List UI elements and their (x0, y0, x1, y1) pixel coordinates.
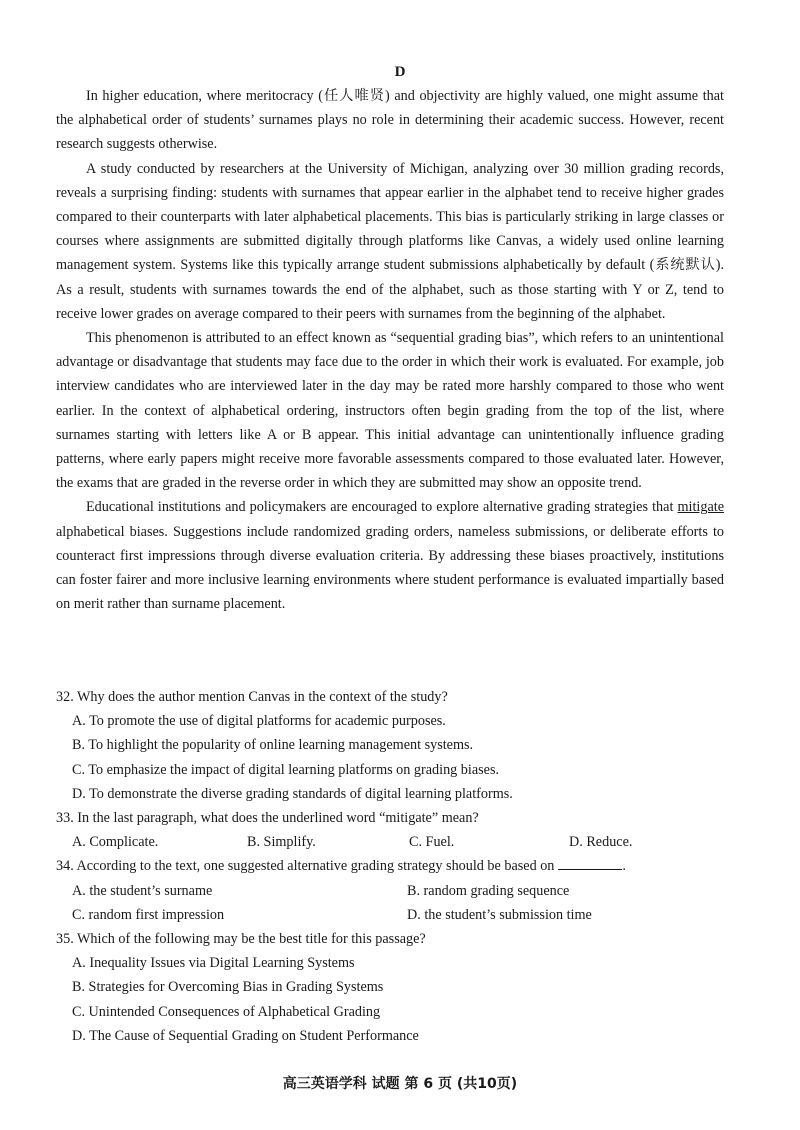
paragraph-1: In higher education, where meritocracy (任人唯贤) and objectivity are highly valued, one might assume that the alphabetical order of students’ surnames plays no role in determining their academic success. However, recent research suggests otherwise. (56, 88, 724, 153)
question-32 (56, 685, 724, 806)
option-a: A. Complicate. (72, 834, 159, 851)
option-d: D. Reduce. (569, 834, 633, 851)
answer-blank (558, 857, 622, 870)
paragraph-4: Educational institutions and policymakers are encouraged to explore alternative grading strategies that mitigate alphabetical biases. Suggestions include randomized grading orders, nameless submissions, or deliberate efforts to counteract first impressions through diverse evaluation criteria. By addressing these biases proactively, institutions can foster fairer and more inclusive learning environments where student performance is evaluated impartially based on merit rather than surname placement. (56, 499, 724, 613)
option-b: B. random grading sequence (407, 882, 570, 899)
underlined-word: mitigate (677, 499, 724, 516)
chinese-annotation: 任人唯贤 (322, 88, 386, 104)
passage-heading: D (394, 64, 406, 80)
option-a: A. Inequality Issues via Digital Learning Systems (72, 955, 355, 972)
option-b: B. To highlight the popularity of online learning management systems. (72, 737, 474, 754)
options-row (72, 830, 724, 854)
question-34 (56, 854, 724, 927)
question-stem: 33. In the last paragraph, what does the underlined word “mitigate” mean? (56, 810, 479, 827)
option-d: D. To demonstrate the diverse grading standards of digital learning platforms. (72, 785, 513, 802)
option-a: A. To promote the use of digital platforms for academic purposes. (72, 713, 446, 730)
option-d: D. the student’s submission time (407, 906, 592, 923)
question-stem: 32. Why does the author mention Canvas in the context of the study? (56, 689, 448, 705)
reading-passage (56, 84, 724, 616)
option-c: C. Unintended Consequences of Alphabetical Grading (72, 1003, 381, 1020)
question-33 (56, 806, 724, 854)
option-c: C. To emphasize the impact of digital learning platforms on grading biases. (72, 761, 500, 778)
paragraph-2: A study conducted by researchers at the University of Michigan, analyzing over 30 million grading records, reveals a surprising finding: students with surnames that appear earlier in the alphabet tend to receive higher grades compared to their counterparts with later alphabetical placements. This bias is particularly striking in large classes or courses where assignments are submitted digitally through platforms like Canvas, a widely used online learning management system. Systems like this typically arrange student submissions alphabetically by default (系统默认). As a result, students with surnames towards the end of the alphabet, such as those starting with Y or Z, tend to receive lower grades on average compared to their peers with surnames from the beginning of the alphabet. (56, 160, 724, 322)
option-c: C. random first impression (72, 906, 225, 923)
question-35 (56, 927, 724, 1048)
page-footer: 高三英语学科 试题 第 6 页 (共10页) (282, 1076, 518, 1092)
question-stem: 35. Which of the following may be the best title for this passage? (56, 931, 426, 948)
option-a: A. the student’s surname (72, 882, 213, 899)
options-grid (72, 879, 724, 927)
paragraph-3: This phenomenon is attributed to an effect known as “sequential grading bias”, which refers to an unintentional advantage or disadvantage that students may face due to the order in which their work is evaluated. For example, job interview candidates who are interviewed later in the day may be rated more harshly compared to those who went earlier. In the context of alphabetical ordering, instructors often begin grading from the top of the list, where surnames starting with letters like A or B appear. This initial advantage can unintentionally influence grading patterns, where early papers might receive more favorable assessments compared to those evaluated later. However, the exams that are graded in the reverse order in which they are submitted may show an opposite trend. (56, 330, 724, 492)
option-c: C. Fuel. (409, 834, 455, 851)
question-list (56, 685, 724, 1048)
question-stem: 34. According to the text, one suggested alternative grading strategy should be based on . (56, 858, 626, 875)
option-b: B. Simplify. (247, 834, 316, 851)
option-b: B. Strategies for Overcoming Bias in Grading Systems (72, 979, 384, 996)
chinese-annotation: 系统默认 (654, 257, 716, 274)
option-d: D. The Cause of Sequential Grading on Student Performance (72, 1027, 419, 1044)
